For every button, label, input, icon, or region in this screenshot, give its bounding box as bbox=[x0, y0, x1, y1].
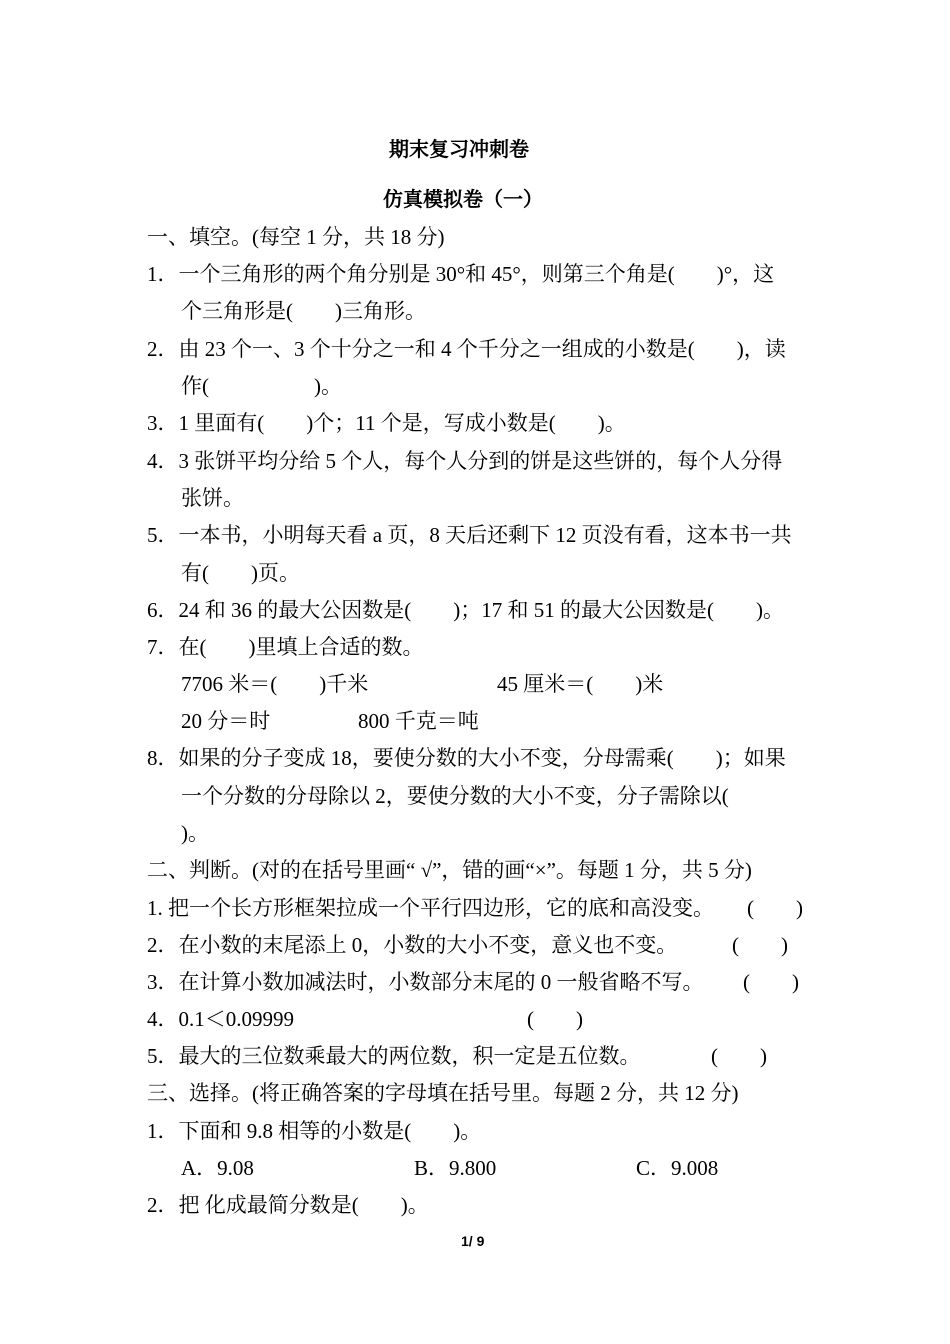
s3-q1: 1．下面和 9.8 相等的小数是( )。 bbox=[147, 1119, 482, 1143]
s1-q1-line2: 个三角形是( )三角形。 bbox=[181, 299, 426, 323]
section1-heading: 一、填空。(每空 1 分，共 18 分) bbox=[147, 225, 445, 249]
s3-q1-option-a: A．9.08 bbox=[181, 1156, 254, 1180]
s1-q4-line2: 张饼。 bbox=[181, 486, 244, 510]
s2-item-4: 4．0.1＜0.09999 bbox=[147, 1007, 294, 1031]
s2-item-2-paren: ( ) bbox=[732, 933, 788, 957]
s1-q7-item-a: 7706 米＝( )千米 bbox=[181, 672, 369, 696]
s1-q6: 6．24 和 36 的最大公因数是( )；17 和 51 的最大公因数是( )。 bbox=[147, 598, 784, 622]
s3-q1-option-c: C．9.008 bbox=[636, 1156, 719, 1180]
s1-q1-line1: 1．一个三角形的两个角分别是 30°和 45°，则第三个角是( )°，这 bbox=[147, 262, 775, 286]
s2-item-3-paren: ( ) bbox=[743, 970, 799, 994]
section3-heading: 三、选择。(将正确答案的字母填在括号里。每题 2 分，共 12 分) bbox=[147, 1081, 739, 1105]
s1-q7-item-d: 800 千克＝吨 bbox=[358, 709, 479, 733]
s1-q8-line3: )。 bbox=[181, 821, 209, 845]
exam-subtitle: 仿真模拟卷（一） bbox=[383, 189, 543, 211]
exam-title: 期末复习冲刺卷 bbox=[389, 139, 529, 161]
s1-q8-line2: 一个分数的分母除以 2，要使分数的大小不变，分子需除以( bbox=[181, 784, 729, 808]
s1-q3: 3．1 里面有( )个；11 个是，写成小数是( )。 bbox=[147, 411, 626, 435]
s1-q7-item-c: 20 分＝时 bbox=[181, 709, 271, 733]
section2-heading: 二、判断。(对的在括号里画“ √”，错的画“×”。每题 1 分，共 5 分) bbox=[147, 858, 752, 882]
s1-q7-item-b: 45 厘米＝( )米 bbox=[497, 672, 664, 696]
s2-item-4-paren: ( ) bbox=[527, 1007, 583, 1031]
s2-item-3: 3．在计算小数加减法时，小数部分末尾的 0 一般省略不写。 bbox=[147, 970, 704, 994]
s1-q2-line1: 2．由 23 个一、3 个十分之一和 4 个千分之一组成的小数是( )，读 bbox=[147, 337, 786, 361]
s1-q5-line1: 5．一本书，小明每天看 a 页，8 天后还剩下 12 页没有看，这本书一共 bbox=[147, 523, 792, 547]
s1-q7: 7．在( )里填上合适的数。 bbox=[147, 635, 424, 659]
s2-item-1: 1. 把一个长方形框架拉成一个平行四边形，它的底和高没变。 bbox=[147, 896, 714, 920]
s2-item-5: 5．最大的三位数乘最大的两位数，积一定是五位数。 bbox=[147, 1044, 641, 1068]
s3-q1-option-b: B．9.800 bbox=[414, 1156, 497, 1180]
s1-q2-line2: 作( )。 bbox=[181, 374, 342, 398]
s2-item-2: 2．在小数的末尾添上 0，小数的大小不变，意义也不变。 bbox=[147, 933, 678, 957]
page-number: 1/ 9 bbox=[461, 1233, 485, 1249]
s1-q8-line1: 8．如果的分子变成 18，要使分数的大小不变，分母需乘( )；如果 bbox=[147, 746, 786, 770]
s1-q5-line2: 有( )页。 bbox=[181, 561, 300, 585]
s2-item-1-paren: ( ) bbox=[747, 896, 803, 920]
s2-item-5-paren: ( ) bbox=[711, 1044, 767, 1068]
s3-q2: 2．把 化成最简分数是( )。 bbox=[147, 1193, 429, 1217]
s1-q4-line1: 4．3 张饼平均分给 5 个人，每个人分到的饼是这些饼的，每个人分得 bbox=[147, 449, 783, 473]
